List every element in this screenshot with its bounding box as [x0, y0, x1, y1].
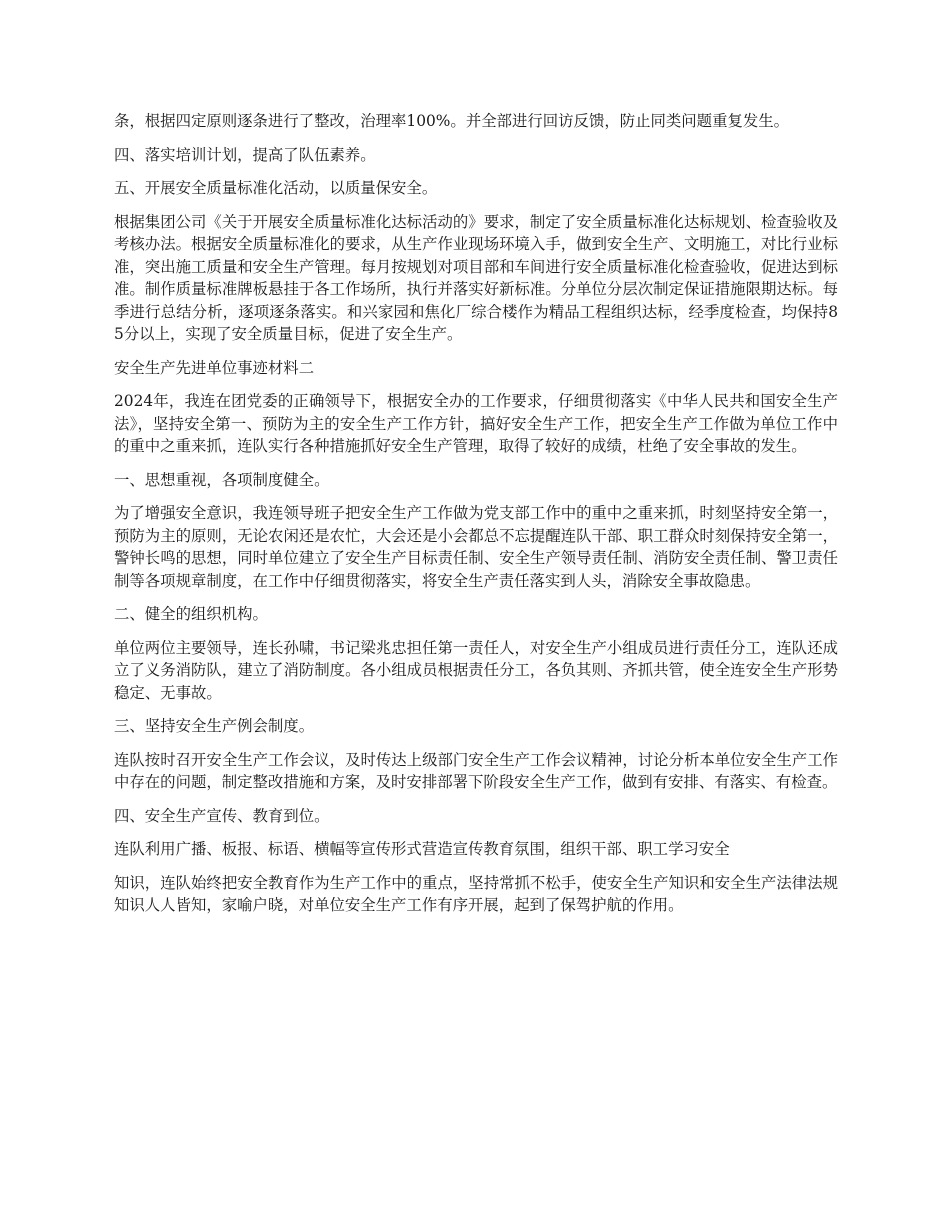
heading-training-plan: 四、落实培训计划，提高了队伍素养。	[114, 145, 376, 164]
paragraph-organization: 单位两位主要领导，连长孙啸，书记梁兆忠担任第一责任人，对安全生产小组成员进行责任分工，连队还成立了义务消防队，建立了消防制度。各小组成员根据责任分工，各负其则、齐抓共管，使全连安全生产形势稳定、无事故。	[114, 638, 838, 702]
document-subtitle: 安全生产先进单位事迹材料二	[114, 358, 315, 377]
paragraph-ideological-emphasis: 为了增强安全意识，我连领导班子把安全生产工作做为党支部工作中的重中之重来抓，时刻坚持安全第一，预防为主的原则，无论农闲还是农忙，大会还是小会都总不忘提醒连队干部、职工群众时刻保持安全第一，警钟长鸣的思想，同时单位建立了安全生产目标责任制、安全生产领导责任制、消防安全责任制、警卫责任制等各项规章制度，在工作中仔细贯彻落实，将安全生产责任落实到人头，消除安全事故隐患。	[114, 504, 838, 590]
paragraph-introduction: 2024年，我连在团党委的正确领导下，根据安全办的工作要求，仔细贯彻落实《中华人民共和国安全生产法》，坚持安全第一、预防为主的安全生产工作方针，搞好安全生产工作，把安全生产工作做为单位工作中的重中之重来抓，连队实行各种措施抓好安全生产管理，取得了较好的成绩，杜绝了安全事故的发生。	[114, 392, 838, 455]
paragraph-publicity-part-2: 知识，连队始终把安全教育作为生产工作中的重点，坚持常抓不松手，使安全生产知识和安全生产法律法规知识人人皆知，家喻户晓，对单位安全生产工作有序开展，起到了保驾护航的作用。	[114, 873, 838, 914]
paragraph-quality-standardization: 根据集团公司《关于开展安全质量标准化达标活动的》要求，制定了安全质量标准化达标规划、检查验收及考核办法。根据安全质量标准化的要求，从生产作业现场环境入手，做到安全生产、文明施工，对比行业标准，突出施工质量和安全生产管理。每月按规划对项目部和车间进行安全质量标准化检查验收，促进达到标准。制作质量标准牌板悬挂于各工作场所，执行并落实好新标准。分单位分层次制定保证措施限期达标。每季进行总结分析，逐项逐条落实。和兴家园和焦化厂综合楼作为精品工程组织达标，经季度检查，均保持85分以上，实现了安全质量目标，促进了安全生产。	[114, 212, 838, 343]
heading-regular-meetings: 三、坚持安全生产例会制度。	[114, 717, 315, 735]
document-page	[114, 110, 838, 928]
paragraph-regular-meetings: 连队按时召开安全生产工作会议，及时传达上级部门安全生产工作会议精神，讨论分析本单位安全生产工作中存在的问题，制定整改措施和方案，及时安排部署下阶段安全生产工作，做到有安排、有落实、有检查。	[114, 750, 838, 791]
paragraph-publicity-part-1: 连队利用广播、板报、标语、横幅等宣传形式营造宣传教育氛围，组织干部、职工学习安全	[114, 840, 730, 858]
heading-quality-standardization: 五、开展安全质量标准化活动，以质量保安全。	[114, 179, 438, 197]
heading-publicity-education: 四、安全生产宣传、教育到位。	[114, 806, 330, 825]
heading-ideological-emphasis: 一、思想重视，各项制度健全。	[114, 470, 330, 489]
heading-organization: 二、健全的组织机构。	[114, 605, 268, 623]
paragraph-rectification-result: 条，根据四定原则逐条进行了整改，治理率100%。并全部进行回访反馈，防止同类问题重复发生。	[114, 112, 790, 130]
